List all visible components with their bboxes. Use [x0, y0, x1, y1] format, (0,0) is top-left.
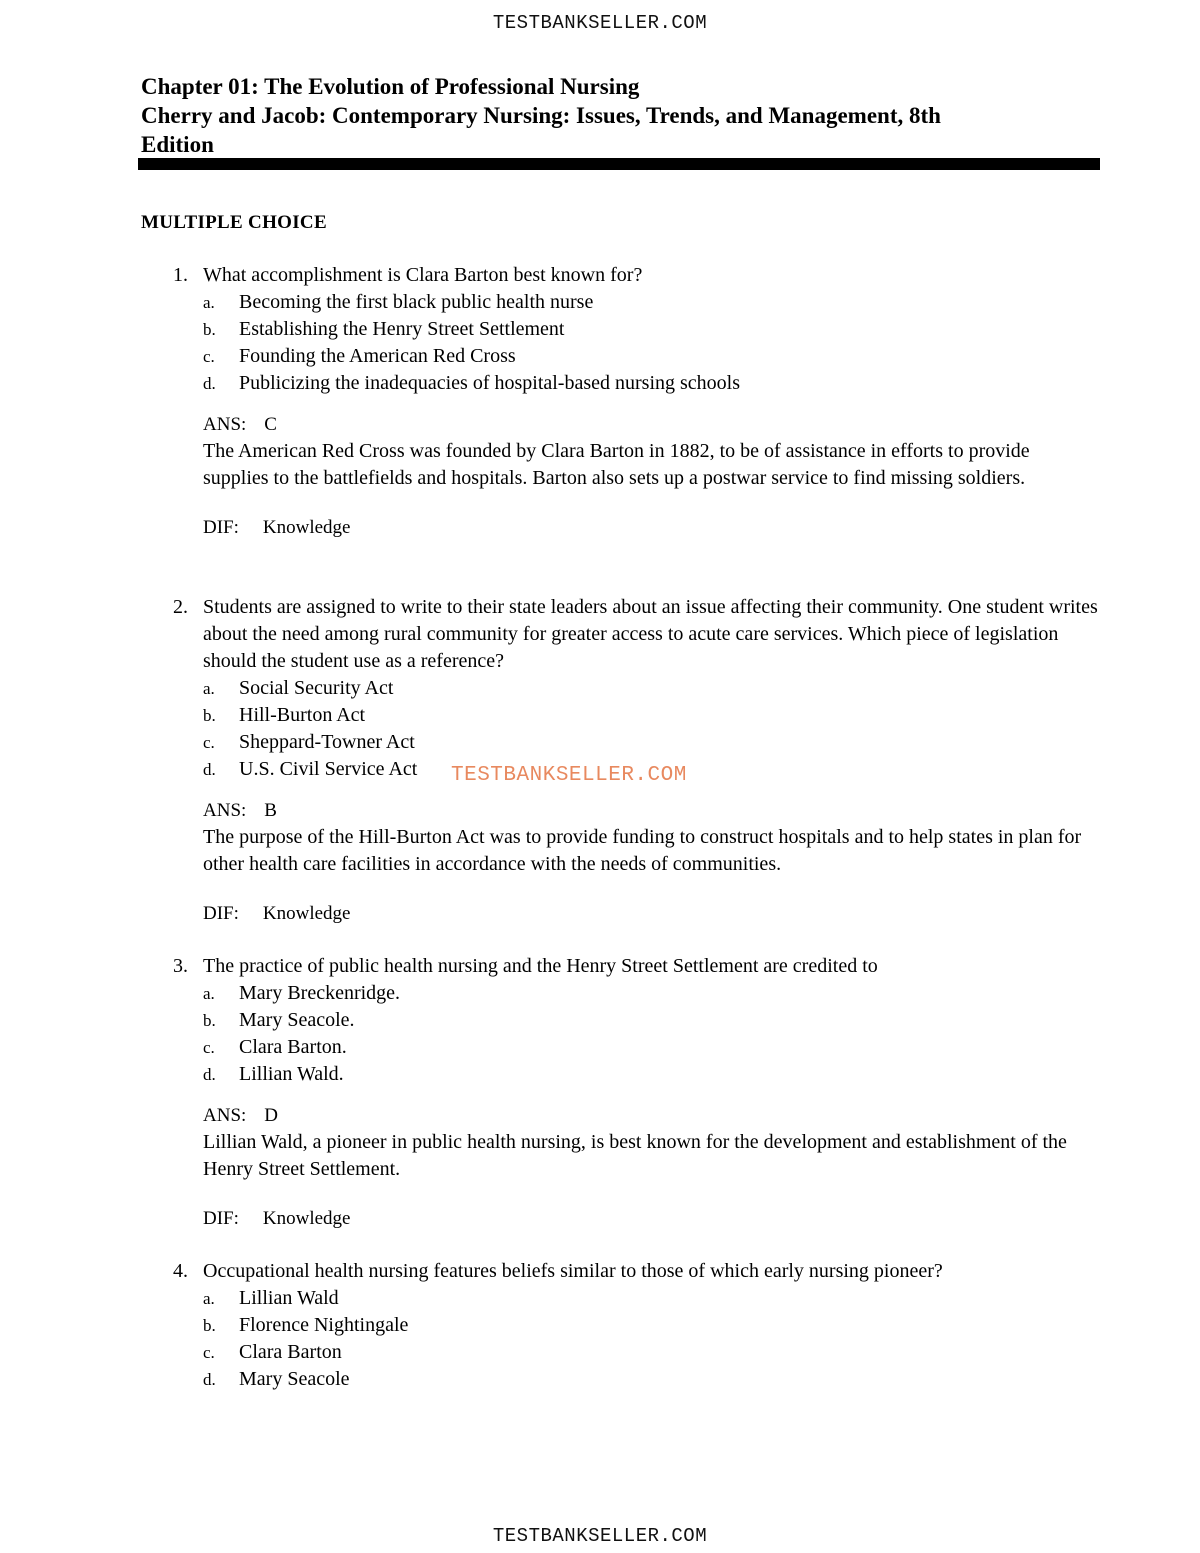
- option-text: Establishing the Henry Street Settlement: [239, 318, 565, 340]
- option-text: Founding the American Red Cross: [239, 345, 516, 367]
- answer-value: C: [264, 414, 277, 435]
- question-number: 3.: [173, 955, 188, 977]
- option-text: Becoming the first black public health nurse: [239, 291, 594, 313]
- option-text: Sheppard-Towner Act: [239, 731, 415, 753]
- answer-block: [165, 411, 1100, 492]
- option-c: [165, 343, 1100, 370]
- option-a: [165, 289, 1100, 316]
- question-stem: [165, 262, 1100, 289]
- option-text: Clara Barton.: [239, 1036, 347, 1058]
- option-a: [165, 1285, 1100, 1312]
- chapter-title: Chapter 01: The Evolution of Professional Nursing: [141, 74, 640, 99]
- title-divider: [138, 158, 1100, 170]
- option-text: Social Security Act: [239, 677, 394, 699]
- difficulty-value: Knowledge: [262, 903, 351, 924]
- difficulty: [165, 514, 1100, 541]
- answer-key: [203, 411, 1100, 438]
- difficulty-label: DIF:: [203, 1208, 239, 1229]
- question-3: [165, 953, 1100, 1232]
- answer-label: ANS:: [203, 800, 247, 821]
- difficulty-value: Knowledge: [262, 1208, 351, 1229]
- option-d: [165, 1061, 1100, 1088]
- book-title-line-2: Edition: [141, 132, 214, 157]
- option-text: Mary Seacole: [239, 1368, 350, 1390]
- option-text: U.S. Civil Service Act: [239, 758, 418, 780]
- option-letter: c.: [203, 347, 215, 366]
- option-text: Publicizing the inadequacies of hospital-based nursing schools: [239, 372, 741, 394]
- question-text: The practice of public health nursing and the Henry Street Settlement are credited to: [203, 955, 878, 977]
- answer-value: B: [264, 800, 277, 821]
- difficulty: [165, 1205, 1100, 1232]
- option-letter: c.: [203, 1343, 215, 1362]
- option-letter: d.: [203, 374, 216, 393]
- answer-block: [165, 797, 1100, 878]
- option-letter: a.: [203, 293, 215, 312]
- option-c: [165, 729, 1100, 756]
- difficulty-label: DIF:: [203, 517, 239, 538]
- question-number: 2.: [173, 596, 188, 618]
- answer-block: [165, 1102, 1100, 1183]
- option-letter: c.: [203, 733, 215, 752]
- option-letter: d.: [203, 1065, 216, 1084]
- option-list: [165, 1285, 1100, 1393]
- option-text: Mary Breckenridge.: [239, 982, 401, 1004]
- option-b: [165, 1007, 1100, 1034]
- option-c: [165, 1034, 1100, 1061]
- question-number: 1.: [173, 264, 188, 286]
- question-text: Occupational health nursing features beliefs similar to those of which early nursing pioneer?: [203, 1260, 943, 1282]
- question-text: Students are assigned to write to their state leaders about an issue affecting their community. One student writes about the need among rural community for greater access to acute care services. Which piece of legislation should the student use as a reference?: [203, 596, 1098, 672]
- option-letter: b.: [203, 706, 216, 725]
- answer-value: D: [264, 1105, 279, 1126]
- option-text: Mary Seacole.: [239, 1009, 355, 1031]
- option-list: [165, 980, 1100, 1088]
- section-heading: MULTIPLE CHOICE: [141, 212, 327, 233]
- question-stem: [165, 594, 1100, 675]
- question-4: [165, 1258, 1100, 1393]
- answer-label: ANS:: [203, 1105, 247, 1126]
- watermark-middle: TESTBANKSELLER.COM: [451, 764, 687, 787]
- option-text: Hill-Burton Act: [239, 704, 366, 726]
- answer-key: [203, 1102, 1100, 1129]
- rationale-text: The American Red Cross was founded by Clara Barton in 1882, to be of assistance in efforts to provide supplies to the battlefields and hospitals. Barton also sets up a postwar service to find missing soldiers.: [203, 440, 1030, 489]
- option-text: Lillian Wald.: [239, 1063, 344, 1085]
- difficulty-value: Knowledge: [262, 517, 351, 538]
- question-stem: [165, 953, 1100, 980]
- question-text: What accomplishment is Clara Barton best known for?: [203, 264, 643, 286]
- difficulty: [165, 900, 1100, 927]
- option-letter: b.: [203, 1011, 216, 1030]
- option-list: [165, 289, 1100, 397]
- rationale-text: Lillian Wald, a pioneer in public health nursing, is best known for the development and establishment of the Henry Street Settlement.: [203, 1131, 1067, 1180]
- book-title-line-1: Cherry and Jacob: Contemporary Nursing: Issues, Trends, and Management, 8th: [141, 103, 941, 128]
- option-letter: a.: [203, 1289, 215, 1308]
- answer-key: [203, 797, 1100, 824]
- option-letter: c.: [203, 1038, 215, 1057]
- option-letter: d.: [203, 1370, 216, 1389]
- option-letter: a.: [203, 679, 215, 698]
- watermark-bottom: TESTBANKSELLER.COM: [492, 1525, 708, 1547]
- option-b: [165, 702, 1100, 729]
- option-letter: a.: [203, 984, 215, 1003]
- rationale-text: The purpose of the Hill-Burton Act was to provide funding to construct hospitals and to help states in plan for other health care facilities in accordance with the needs of communities.: [203, 826, 1082, 875]
- option-a: [165, 675, 1100, 702]
- option-letter: d.: [203, 760, 216, 779]
- option-letter: b.: [203, 320, 216, 339]
- option-d: [165, 370, 1100, 397]
- question-1: [165, 262, 1100, 541]
- answer-label: ANS:: [203, 414, 247, 435]
- question-2: [165, 594, 1100, 927]
- option-b: [165, 1312, 1100, 1339]
- question-stem: [165, 1258, 1100, 1285]
- option-text: Florence Nightingale: [239, 1314, 409, 1336]
- option-text: Clara Barton: [239, 1341, 342, 1363]
- option-letter: b.: [203, 1316, 216, 1335]
- document-title: [141, 72, 1101, 159]
- watermark-top: TESTBANKSELLER.COM: [492, 12, 708, 34]
- option-text: Lillian Wald: [239, 1287, 339, 1309]
- option-a: [165, 980, 1100, 1007]
- option-c: [165, 1339, 1100, 1366]
- question-number: 4.: [173, 1260, 188, 1282]
- option-b: [165, 316, 1100, 343]
- difficulty-label: DIF:: [203, 903, 239, 924]
- option-d: [165, 1366, 1100, 1393]
